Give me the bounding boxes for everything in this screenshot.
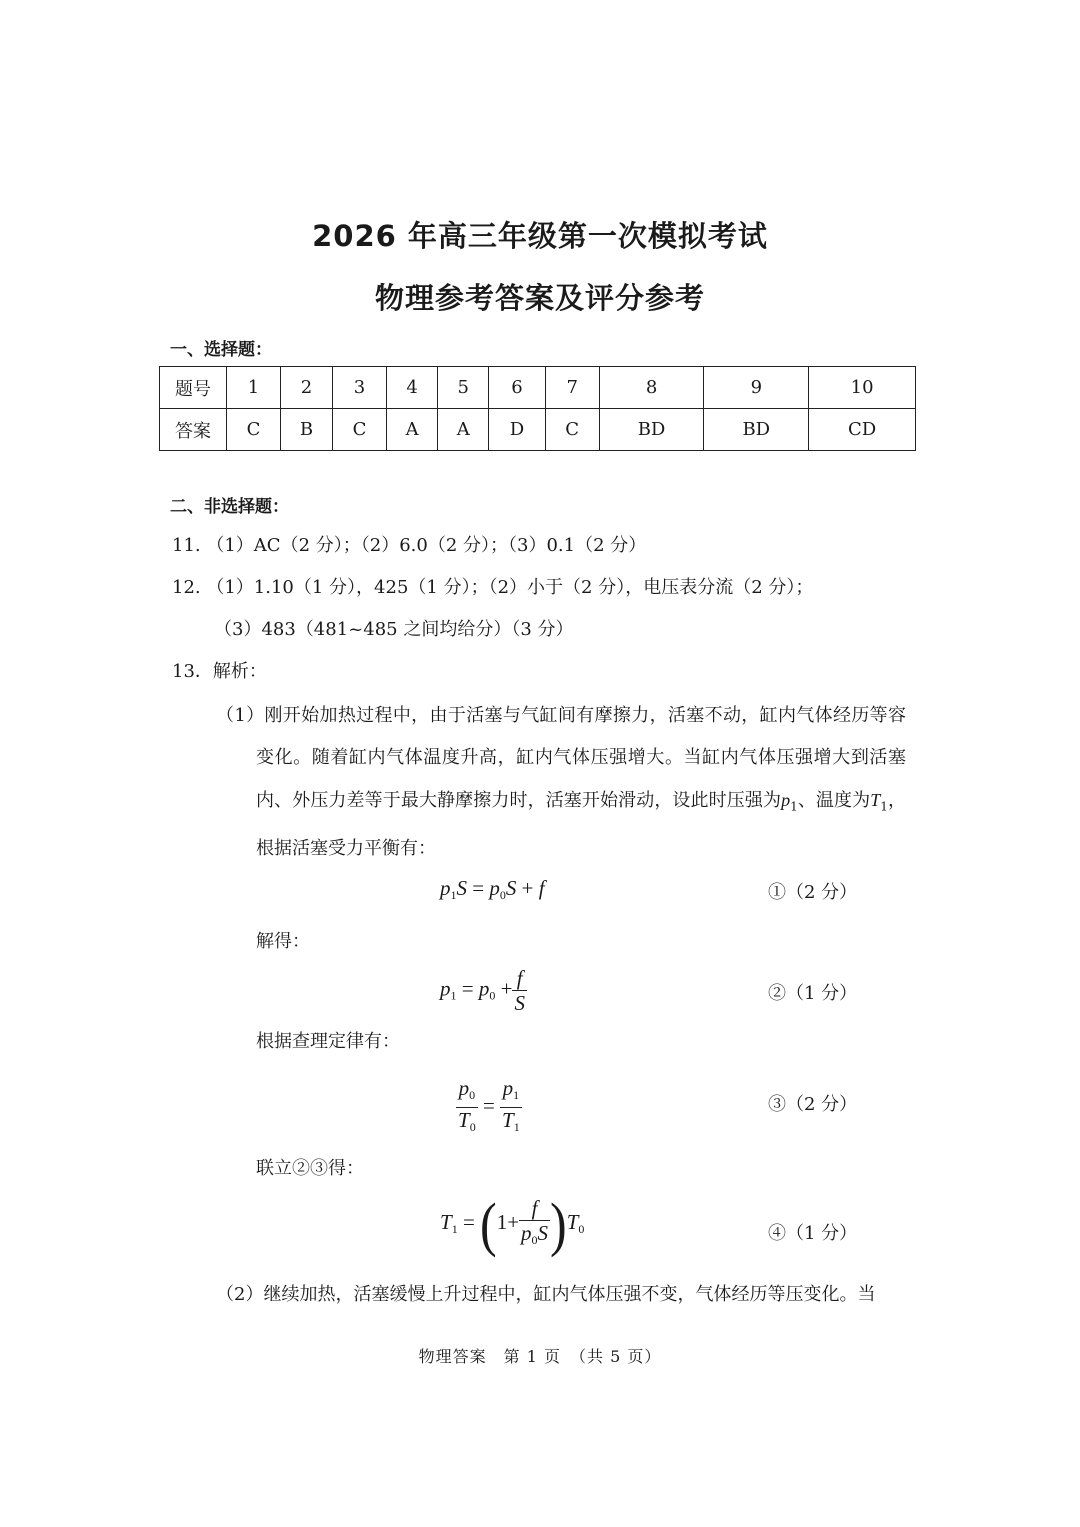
answer-cell: BD bbox=[704, 409, 809, 451]
question-number: 7 bbox=[545, 367, 599, 409]
q13-part1-text-a: （1）刚开始加热过程中，由于活塞与气缸间有摩擦力，活塞不动，缸内气体经历等容变化。随着缸内气体温度升高，缸内气体压强增大。当缸内气体压强增大到活塞内、外压力差等于最大静摩擦力时，活塞开始滑动，设此时压强为 bbox=[216, 705, 906, 811]
score-mark-2: ②（1 分） bbox=[768, 983, 858, 1004]
table-row-label: 题号 bbox=[160, 367, 227, 409]
score-mark-3: ③（2 分） bbox=[768, 1094, 858, 1115]
choice-answer-table bbox=[159, 366, 916, 451]
table-row-answers bbox=[160, 409, 916, 451]
answer-cell: BD bbox=[599, 409, 704, 451]
question-number: 3 bbox=[333, 367, 387, 409]
answer-cell: A bbox=[438, 409, 489, 451]
table-row-label: 答案 bbox=[160, 409, 227, 451]
exam-title: 2026 年高三年级第一次模拟考试 bbox=[312, 219, 768, 253]
question-number: 8 bbox=[599, 367, 704, 409]
section-nonchoice-heading: 二、非选择题： bbox=[170, 497, 289, 517]
question-number: 2 bbox=[281, 367, 333, 409]
question-number: 6 bbox=[489, 367, 545, 409]
answer-cell: B bbox=[281, 409, 333, 451]
q13-part1-paragraph: （1）刚开始加热过程中，由于活塞与气缸间有摩擦力，活塞不动，缸内气体经历等容变化。随着缸内气体温度升高，缸内气体压强增大。当缸内气体压强增大到活塞内、外压力差等于最大静摩擦力时，活塞开始滑动，设此时压强为$p_1$、温度为$T_1$，根据活塞受力平衡有： bbox=[216, 705, 907, 859]
equation-pressure-p1: $p_1 = p_0$ + $\frac{f}{S}$ bbox=[440, 966, 525, 1015]
score-mark-1: ①（2 分） bbox=[768, 882, 858, 903]
equation-charles: $\frac{p_0}{T_0}$ = $\frac{p_1}{T_1}$ bbox=[458, 1076, 520, 1134]
text-solve: 解得： bbox=[256, 931, 310, 952]
answer-cell: C bbox=[545, 409, 599, 451]
q13-part1-text-c: ，根据活塞受力平衡有： bbox=[256, 790, 907, 859]
question-number: 10 bbox=[809, 367, 916, 409]
answer-cell: C bbox=[227, 409, 281, 451]
table-row-numbers bbox=[160, 367, 916, 409]
score-mark-4: ④（1 分） bbox=[768, 1223, 858, 1244]
answer-cell: D bbox=[489, 409, 545, 451]
question-number: 5 bbox=[438, 367, 489, 409]
q13-part2-text: （2）继续加热，活塞缓慢上升过程中，缸内气体压强不变，气体经历等压变化。当 bbox=[216, 1284, 876, 1305]
equation-temperature-t1: $T_1 = (1+$ $\frac{f}{p_0S}$ )$T_0$ bbox=[440, 1190, 585, 1258]
equation-force-balance: $p_1S = p_0S + f$ bbox=[440, 876, 545, 902]
question-number: 9 bbox=[704, 367, 809, 409]
answer-subtitle: 物理参考答案及评分参考 bbox=[374, 281, 705, 315]
page-footer: 物理答案 第 1 页 （共 5 页） bbox=[418, 1347, 662, 1366]
section-choice-heading: 一、选择题： bbox=[170, 340, 272, 360]
text-charles-law: 根据查理定律有： bbox=[256, 1031, 400, 1052]
answer-q11: 11. （1）AC（2 分）；（2）6.0（2 分）；（3）0.1（2 分） bbox=[172, 535, 647, 556]
question-number: 4 bbox=[387, 367, 438, 409]
answer-cell: CD bbox=[809, 409, 916, 451]
answer-cell: A bbox=[387, 409, 438, 451]
answer-q12-line2: （3）483（481~485 之间均给分）（3 分） bbox=[214, 619, 574, 640]
answer-q12-line1: 12. （1）1.10（1 分），425（1 分）；（2）小于（2 分），电压表分流（2 分）； bbox=[172, 577, 814, 598]
answer-cell: C bbox=[333, 409, 387, 451]
q13-part1-text-b: 、温度为 bbox=[797, 790, 871, 811]
text-combine: 联立②③得： bbox=[256, 1158, 364, 1179]
answer-q13-label: 13．解析： bbox=[172, 661, 267, 682]
question-number: 1 bbox=[227, 367, 281, 409]
